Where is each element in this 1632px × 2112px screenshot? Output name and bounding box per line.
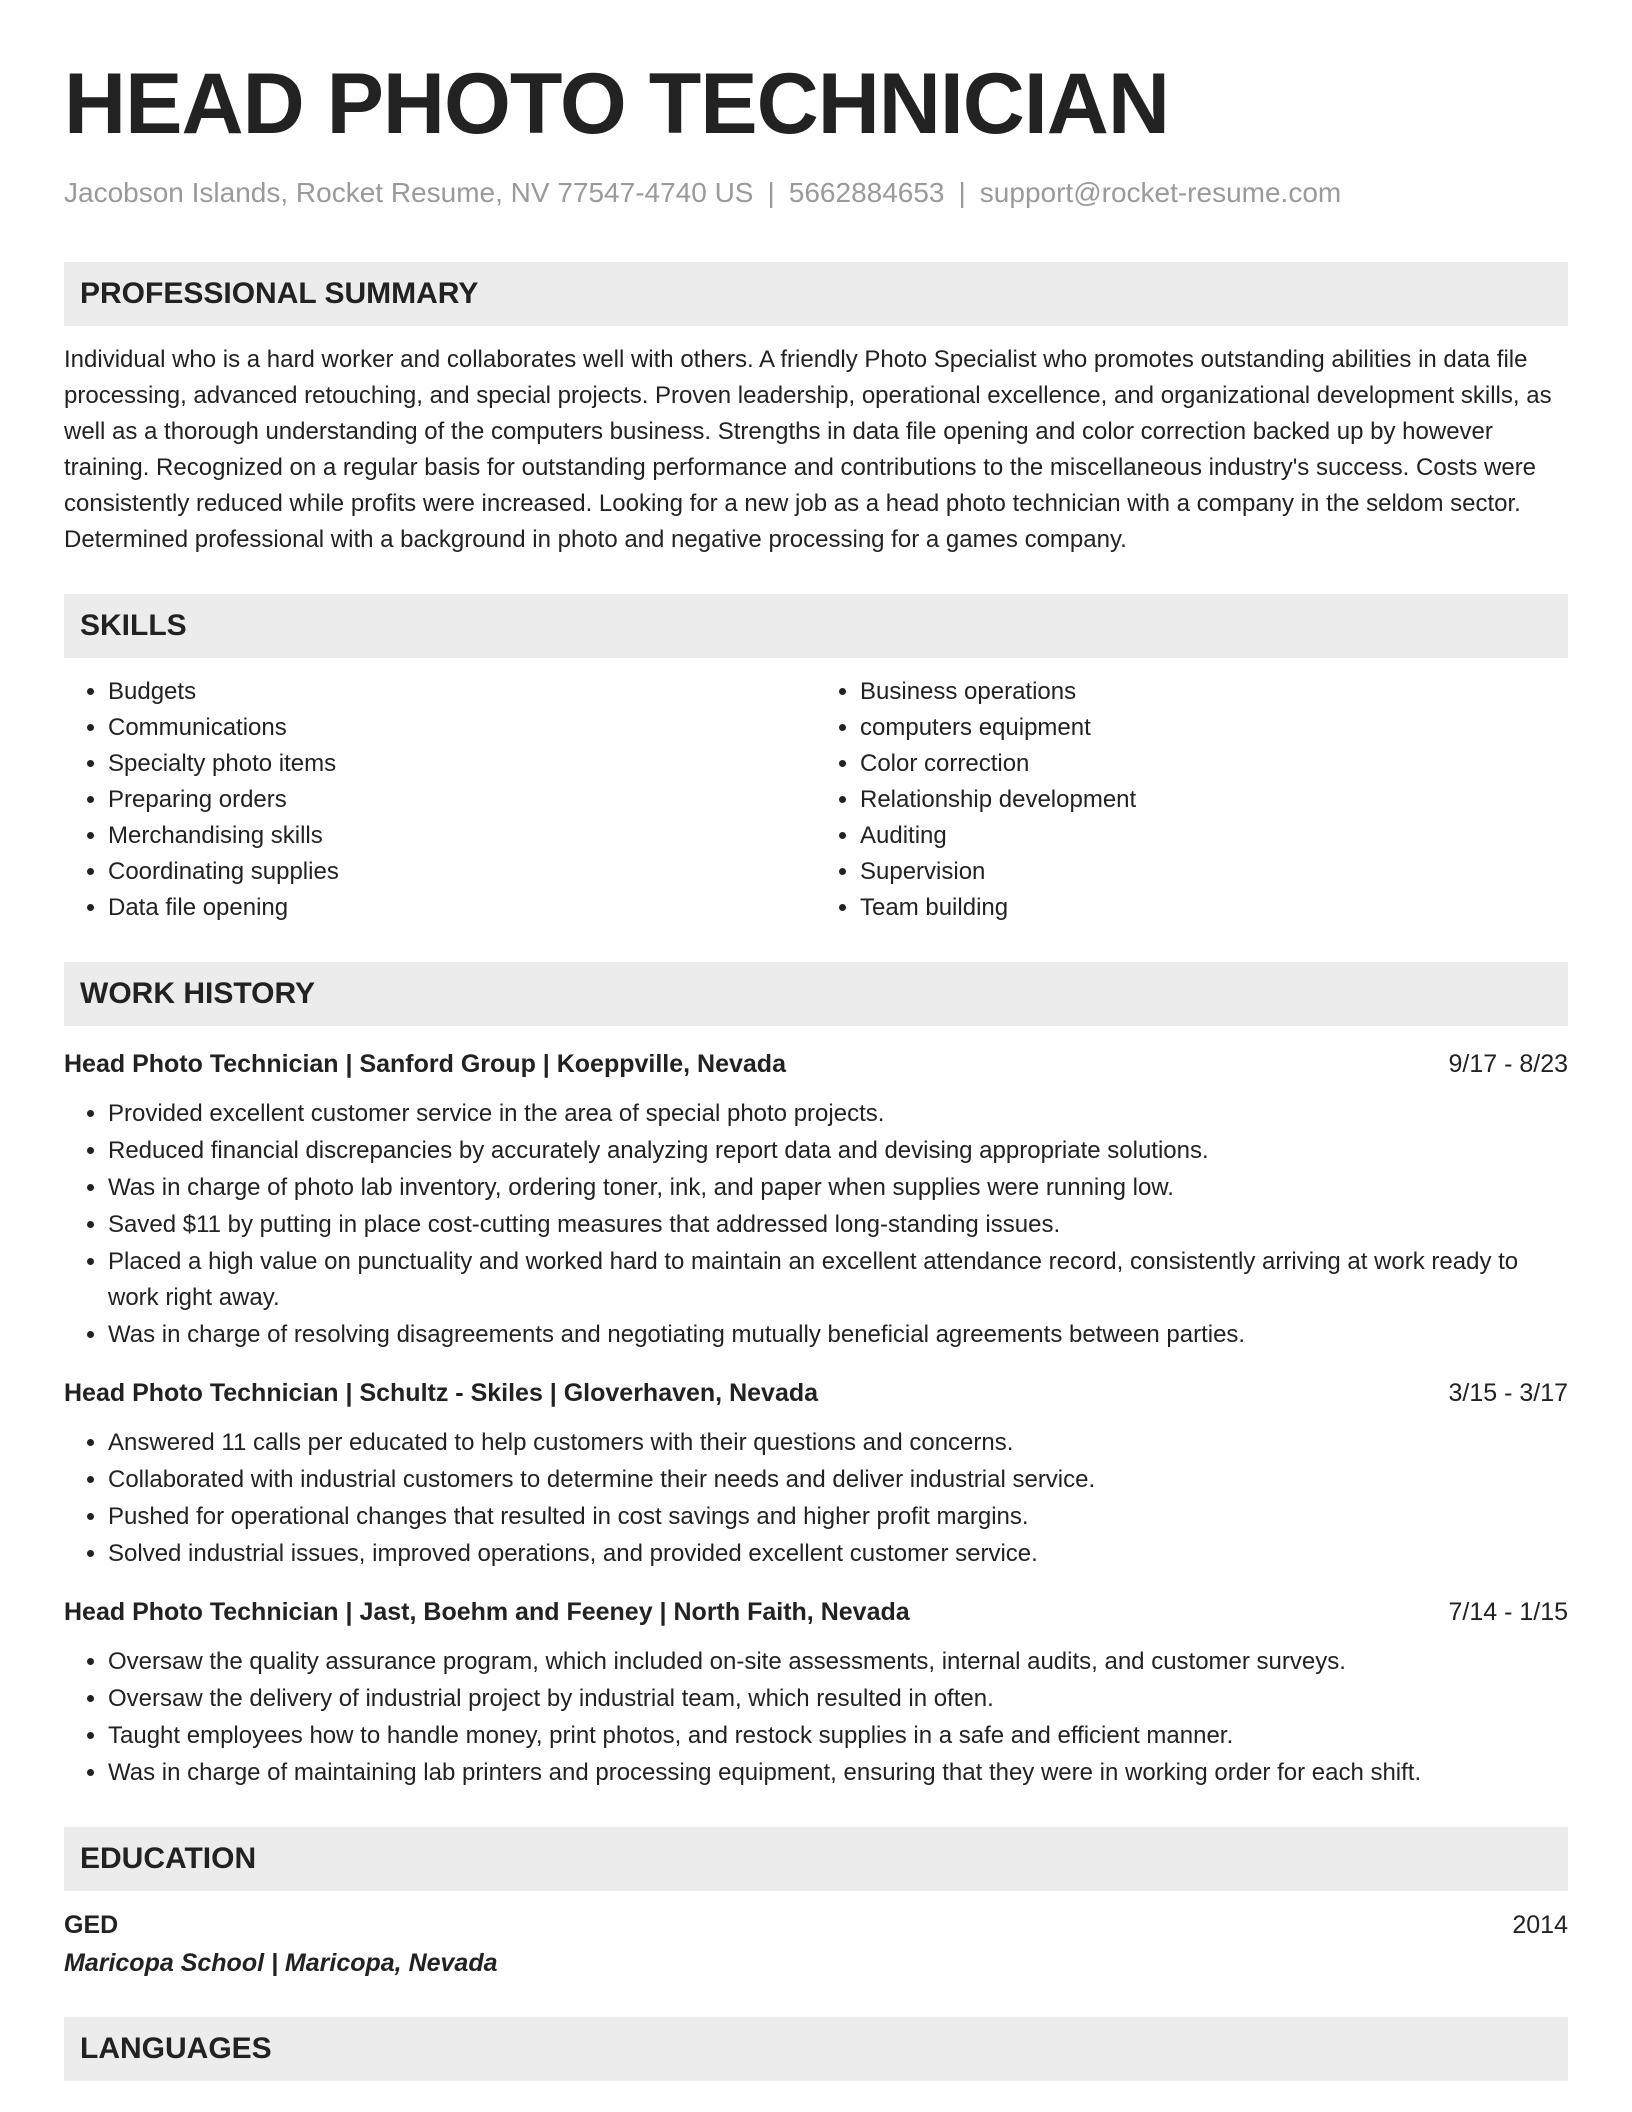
summary-section-header: PROFESSIONAL SUMMARY (64, 262, 1568, 326)
work-history-section-header: WORK HISTORY (64, 962, 1568, 1026)
job-entry (64, 1375, 1568, 1572)
contact-email: support@rocket-resume.com (979, 177, 1342, 208)
job-bullet: • Taught employees how to handle money, print photos, and restock supplies in a safe and efficient manner. (108, 1718, 1568, 1754)
skill-item: • Preparing orders (108, 782, 816, 818)
job-bullets (64, 1096, 1568, 1353)
job-bullets (64, 1425, 1568, 1572)
job-bullet: • Pushed for operational changes that resulted in cost savings and higher profit margins. (108, 1499, 1568, 1535)
education-degree: GED (64, 1911, 119, 1939)
skill-item: • Coordinating supplies (108, 854, 816, 890)
education-school: Maricopa School | Maricopa, Nevada (64, 1949, 498, 1977)
job-bullet: • Was in charge of photo lab inventory, ordering toner, ink, and paper when supplies were running low. (108, 1170, 1568, 1206)
skill-item: • Relationship development (860, 782, 1568, 818)
skills-section-header: SKILLS (64, 594, 1568, 658)
education-header (64, 1907, 1568, 1943)
skill-item: • Supervision (860, 854, 1568, 890)
skill-item: • Business operations (860, 674, 1568, 710)
job-bullet: • Collaborated with industrial customers to determine their needs and deliver industrial service. (108, 1462, 1568, 1498)
skill-item: • Budgets (108, 674, 816, 710)
job-bullet: • Was in charge of maintaining lab printers and processing equipment, ensuring that they were in working order for each shift. (108, 1755, 1568, 1791)
job-dates: 7/14 - 1/15 (1448, 1598, 1568, 1626)
job-title: Head Photo Technician | Schultz - Skiles | Gloverhaven, Nevada (64, 1379, 819, 1407)
job-bullet: • Was in charge of resolving disagreements and negotiating mutually beneficial agreements between parties. (108, 1317, 1568, 1353)
contact-phone: 5662884653 (788, 177, 945, 208)
resume-name: HEAD PHOTO TECHNICIAN (64, 56, 1170, 152)
skills-list (64, 674, 1568, 926)
languages-section-header: LANGUAGES (64, 2017, 1568, 2081)
skill-item: • Team building (860, 890, 1568, 926)
education-year: 2014 (1512, 1911, 1568, 1939)
job-bullet: • Saved $11 by putting in place cost-cutting measures that addressed long-standing issues. (108, 1207, 1568, 1243)
job-bullet: • Provided excellent customer service in the area of special photo projects. (108, 1096, 1568, 1132)
skill-item: • Auditing (860, 818, 1568, 854)
skill-item: • Specialty photo items (108, 746, 816, 782)
contact-address: Jacobson Islands, Rocket Resume, NV 77547-4740 US (64, 177, 754, 208)
job-bullet: • Oversaw the delivery of industrial project by industrial team, which resulted in often. (108, 1681, 1568, 1717)
contact-line (64, 176, 1568, 210)
skill-item: • Communications (108, 710, 816, 746)
skill-item: • Color correction (860, 746, 1568, 782)
job-header (64, 1046, 1568, 1082)
job-title: Head Photo Technician | Jast, Boehm and Feeney | North Faith, Nevada (64, 1598, 910, 1626)
job-bullet: • Answered 11 calls per educated to help customers with their questions and concerns. (108, 1425, 1568, 1461)
job-bullet: • Oversaw the quality assurance program, which included on-site assessments, internal audits, and customer surveys. (108, 1644, 1568, 1680)
skills-column-left (64, 674, 816, 926)
contact-separator: | (958, 177, 966, 208)
job-dates: 3/15 - 3/17 (1448, 1379, 1568, 1407)
skills-column-right (816, 674, 1568, 926)
job-bullet: • Placed a high value on punctuality and worked hard to maintain an excellent attendance record, consistently arriving at work ready to work right away. (108, 1244, 1568, 1316)
contact-separator: | (767, 177, 775, 208)
job-bullet: • Reduced financial discrepancies by accurately analyzing report data and devising appropriate solutions. (108, 1133, 1568, 1169)
job-header (64, 1594, 1568, 1630)
job-entry (64, 1594, 1568, 1791)
job-bullet: • Solved industrial issues, improved operations, and provided excellent customer service. (108, 1536, 1568, 1572)
education-entry (64, 1907, 1568, 1981)
job-title: Head Photo Technician | Sanford Group | Koeppville, Nevada (64, 1050, 786, 1078)
summary-text: Individual who is a hard worker and collaborates well with others. A friendly Photo Specialist who promotes outstanding abilities in data file processing, advanced retouching, and special projects. Proven leadership, operational excellence, and organizational development skills, as well as a thorough understanding of the computers business. Strengths in data file opening and color correction backed up by however training. Recognized on a regular basis for outstanding performance and contributions to the miscellaneous industry's success. Costs were consistently reduced while profits were increased. Looking for a new job as a head photo technician with a company in the seldom sector. Determined professional with a background in photo and negative processing for a games company. (64, 346, 1552, 553)
job-entry (64, 1046, 1568, 1353)
resume-page (64, 56, 1568, 2081)
job-bullets (64, 1644, 1568, 1791)
skill-item: • Data file opening (108, 890, 816, 926)
job-dates: 9/17 - 8/23 (1448, 1050, 1568, 1078)
skill-item: • Merchandising skills (108, 818, 816, 854)
skill-item: • computers equipment (860, 710, 1568, 746)
job-header (64, 1375, 1568, 1411)
education-section-header: EDUCATION (64, 1827, 1568, 1891)
